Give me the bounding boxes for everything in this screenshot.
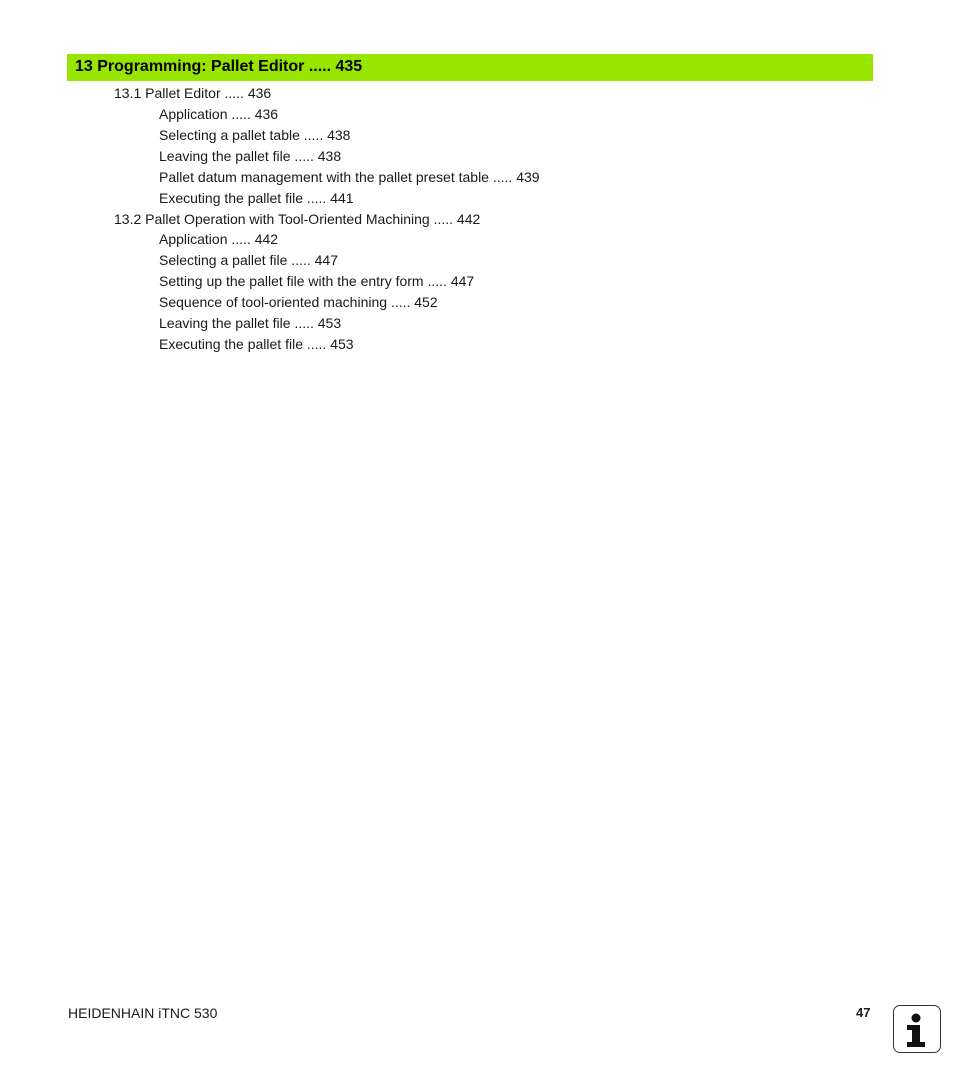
- toc-entry[interactable]: Executing the pallet file ..... 441: [159, 190, 354, 206]
- toc-entry[interactable]: Executing the pallet file ..... 453: [159, 336, 354, 352]
- toc-entry[interactable]: Application ..... 436: [159, 106, 279, 122]
- chapter-title: 13 Programming: Pallet Editor ..... 435: [75, 58, 363, 75]
- toc-entry[interactable]: Selecting a pallet table ..... 438: [159, 127, 351, 143]
- page-number: 47: [856, 1005, 871, 1020]
- toc-entry[interactable]: 13.2 Pallet Operation with Tool-Oriented Machining ..... 442: [114, 211, 481, 227]
- toc-entry[interactable]: Selecting a pallet file ..... 447: [159, 252, 338, 268]
- toc-entry[interactable]: Setting up the pallet file with the entry form ..... 447: [159, 273, 475, 289]
- toc-entry[interactable]: Leaving the pallet file ..... 438: [159, 148, 342, 164]
- info-icon: [893, 1005, 941, 1053]
- toc-entry[interactable]: Sequence of tool-oriented machining ..... 452: [159, 294, 438, 310]
- toc-entry[interactable]: Application ..... 442: [159, 231, 279, 247]
- toc-entry[interactable]: Leaving the pallet file ..... 453: [159, 315, 342, 331]
- chapter-heading[interactable]: [67, 54, 873, 81]
- toc-entry[interactable]: 13.1 Pallet Editor ..... 436: [114, 85, 272, 101]
- toc-entry[interactable]: Pallet datum management with the pallet preset table ..... 439: [159, 169, 540, 185]
- footer-text: HEIDENHAIN iTNC 530: [68, 1005, 218, 1021]
